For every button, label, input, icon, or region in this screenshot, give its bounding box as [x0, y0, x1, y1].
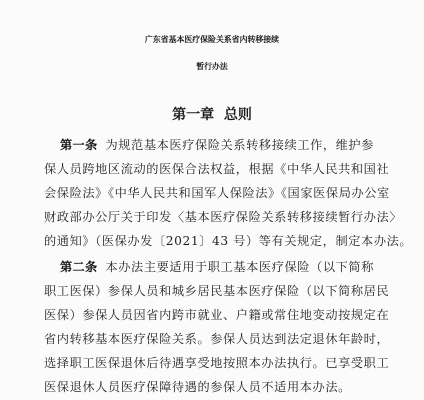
article-1-line-1 — [60, 136, 374, 153]
article-2-label: 第二条 — [60, 260, 98, 274]
article-1-line-4: 财政部办公厅关于印发〈基本医疗保险关系转移接续暂行办法〉 — [44, 210, 403, 224]
article-2-line-4: 省内转移基本医疗保险关系。参保人员达到法定退休年龄时， — [44, 332, 390, 346]
document-title-line-1: 广东省基本医疗保险关系省内转移接续 — [144, 35, 280, 44]
chapter-heading: 第一章 总则 — [172, 107, 252, 123]
article-2-line-5: 选择职工医保退休后待遇享受地按照本办法执行。已享受职工 — [44, 356, 390, 370]
article-1-line-2: 保人员跨地区流动的医保合法权益，根据《中华人民共和国社 — [44, 162, 390, 176]
article-2-line-1 — [60, 258, 374, 275]
document-title-line-2: 暂行办法 — [196, 62, 228, 71]
article-2-line-2: 职工医保）参保人员和城乡居民基本医疗保险（以下简称居民 — [44, 284, 390, 298]
article-2-line-6: 医保退休人员医疗保障待遇的参保人员不适用本办法。 — [44, 380, 351, 394]
article-1-text: 为规范基本医疗保险关系转移接续工作，维护参 — [105, 138, 375, 152]
article-1-line-5: 的通知》（医保办发〔2021〕43 号）等有关规定，制定本办法。 — [44, 234, 413, 248]
article-2-line-3: 医保）参保人员因省内跨市就业、户籍或常住地变动按规定在 — [44, 308, 390, 322]
article-1-label: 第一条 — [60, 138, 98, 152]
article-1-line-3: 会保险法》《中华人民共和国军人保险法》《国家医保局办公室 — [44, 186, 390, 200]
article-2-text: 本办法主要适用于职工基本医疗保险（以下简称 — [105, 260, 375, 274]
